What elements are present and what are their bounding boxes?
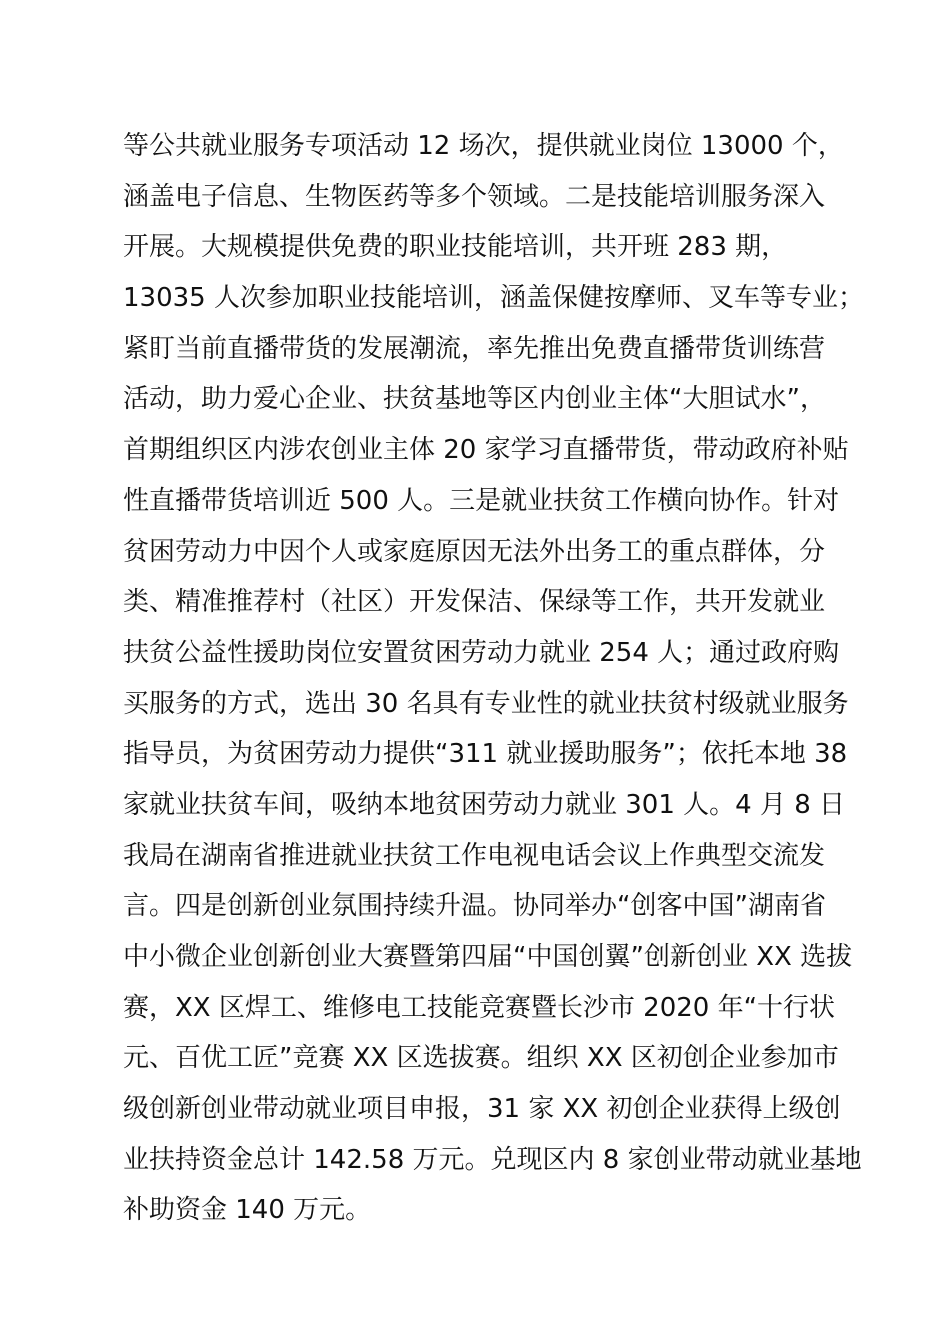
text-line: 元、百优工匠”竞赛 XX 区选拔赛。组织 XX 区初创企业参加市 [123, 1043, 839, 1074]
text-line: 级创新创业带动就业项目申报，31 家 XX 初创企业获得上级创 [123, 1094, 841, 1125]
text-line: 言。四是创新创业氛围持续升温。协同举办“创客中国”湖南省 [123, 891, 826, 922]
text-line: 紧盯当前直播带货的发展潮流，率先推出免费直播带货训练营 [123, 333, 826, 364]
text-line: 涵盖电子信息、生物医药等多个领域。二是技能培训服务深入 [123, 181, 826, 212]
text-line: 赛，XX 区焊工、维修电工技能竞赛暨长沙市 2020 年“十行状 [123, 992, 836, 1023]
text-line: 扶贫公益性援助岗位安置贫困劳动力就业 254 人；通过政府购 [123, 637, 840, 668]
text-line: 中小微企业创新创业大赛暨第四届“中国创翼”创新创业 XX 选拔 [123, 942, 853, 972]
text-line: 指导员，为贫困劳动力提供“311 就业援助服务”；依托本地 38 [123, 739, 848, 770]
text-line: 13035 人次参加职业技能培训，涵盖保健按摩师、叉车等专业； [123, 283, 864, 314]
text-line: 家就业扶贫车间，吸纳本地贫困劳动力就业 301 人。4 月 8 日 [123, 789, 846, 820]
body-paragraph [123, 121, 883, 1236]
text-line: 买服务的方式，选出 30 名具有专业性的就业扶贫村级就业服务 [123, 688, 849, 719]
text-line: 开展。大规模提供免费的职业技能培训，共开班 283 期， [123, 232, 788, 263]
text-line: 业扶持资金总计 142.58 万元。兑现区内 8 家创业带动就业基地 [123, 1144, 862, 1175]
text-line: 首期组织区内涉农创业主体 20 家学习直播带货，带动政府补贴 [123, 435, 849, 466]
text-line: 类、精准推荐村（社区）开发保洁、保绿等工作，共开发就业 [123, 587, 826, 618]
text-line: 我局在湖南省推进就业扶贫工作电视电话会议上作典型交流发 [123, 840, 826, 871]
text-line: 等公共就业服务专项活动 12 场次，提供就业岗位 13000 个， [123, 131, 844, 161]
text-line: 活动，助力爱心企业、扶贫基地等区内创业主体“大胆试水”， [123, 384, 826, 415]
text-line: 贫困劳动力中因个人或家庭原因无法外出务工的重点群体，分 [123, 536, 826, 567]
text-line: 补助资金 140 万元。 [123, 1195, 372, 1226]
text-line: 性直播带货培训近 500 人。三是就业扶贫工作横向协作。针对 [123, 485, 840, 516]
